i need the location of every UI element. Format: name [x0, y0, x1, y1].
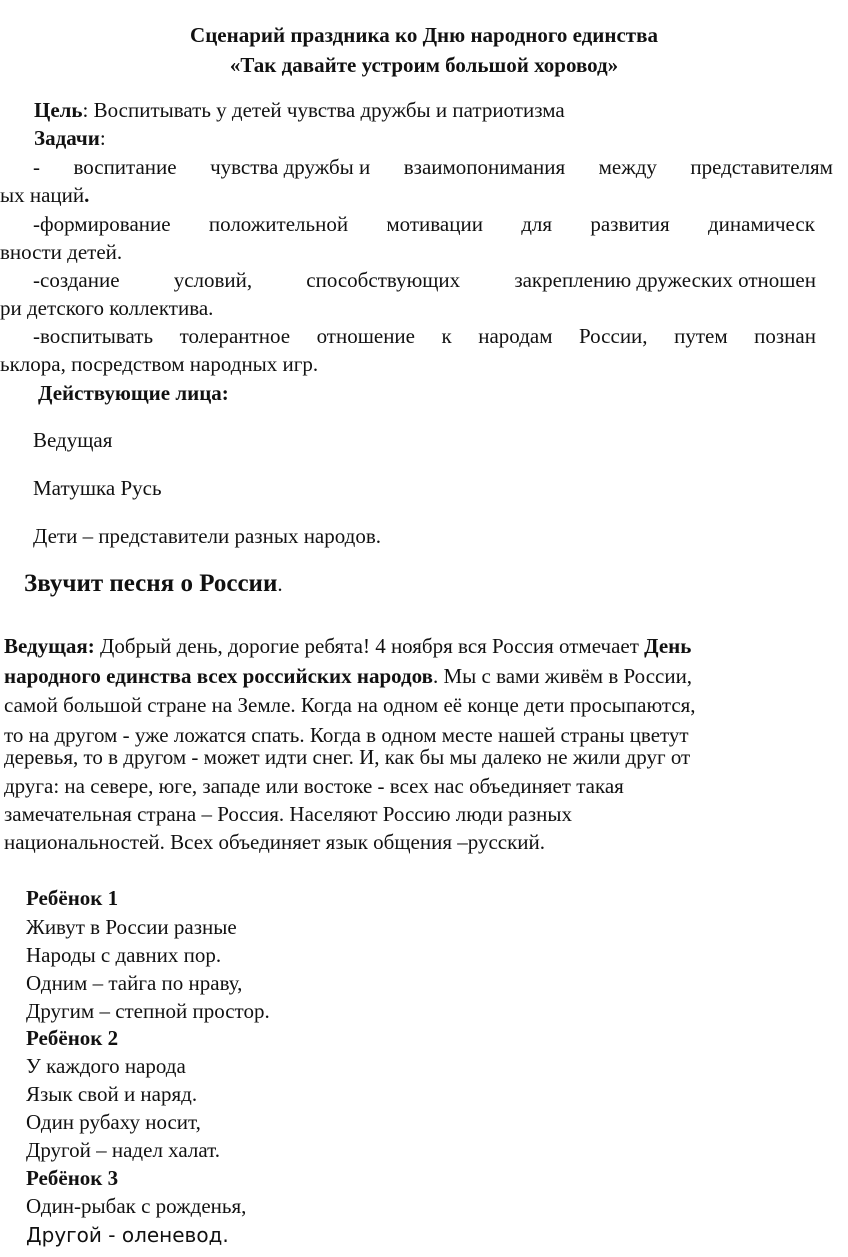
- task-4-line1: [33, 324, 816, 349]
- word: развития: [590, 212, 670, 236]
- poem-line: Одним – тайга по нраву,: [26, 971, 243, 995]
- child-label: Ребёнок 3: [26, 1166, 119, 1190]
- poem-line: Живут в России разные: [26, 915, 237, 939]
- character-item: Матушка Русь: [33, 476, 162, 500]
- page-subtitle: «Так давайте устроим большой хоровод»: [229, 53, 619, 77]
- word: для: [521, 212, 553, 236]
- poem-line: Другим – степной простор.: [26, 999, 270, 1023]
- child-label: Ребёнок 2: [26, 1026, 119, 1050]
- word: закреплению дружеских отношен: [514, 268, 816, 292]
- song-line: [24, 570, 283, 598]
- character-item: Дети – представители разных народов.: [33, 524, 381, 548]
- host-label: Ведущая:: [4, 634, 95, 658]
- host-line-1: [4, 634, 691, 659]
- tasks-sep: :: [99, 126, 106, 150]
- task-2-line2: вности детей.: [0, 240, 123, 264]
- task-4-line2: ьклора, посредством народных игр.: [0, 352, 319, 376]
- poem-line: Один-рыбак с рожденья,: [26, 1194, 247, 1218]
- host-text: . Мы с вами живём в России,: [432, 664, 693, 688]
- task-1-line2-end: .: [84, 183, 90, 207]
- host-line: то на другом - уже ложатся спать. Когда в одном месте нашей страны цветут: [4, 723, 689, 747]
- goal-text: Воспитывать у детей чувства дружбы и патриотизма: [93, 98, 565, 122]
- characters-heading: Действующие лица:: [38, 381, 229, 405]
- word: -воспитывать: [33, 324, 154, 348]
- word: взаимопонимания: [403, 155, 566, 179]
- poem-line-last: Другой - оленевод.: [26, 1223, 229, 1247]
- word: путем: [674, 324, 728, 348]
- word: между: [598, 155, 657, 179]
- word: толерантное: [179, 324, 291, 348]
- host-line: самой большой стране на Земле. Когда на одном её конце дети просыпаются,: [4, 693, 696, 717]
- host-bold: День: [644, 634, 692, 658]
- child-label: Ребёнок 1: [26, 886, 119, 910]
- word: -: [33, 155, 40, 179]
- host-line: замечательная страна – Россия. Населяют Россию люди разных: [4, 802, 573, 826]
- word: воспитание: [73, 155, 177, 179]
- word: мотивации: [386, 212, 483, 236]
- host-line-2: [4, 664, 692, 689]
- word: -формирование: [33, 212, 171, 236]
- goal-sep: :: [82, 98, 94, 122]
- song-text: Звучит песня о России: [24, 570, 278, 597]
- tasks-heading: [34, 126, 106, 151]
- word: отношение: [316, 324, 415, 348]
- poem-line: Один рубаху носит,: [26, 1110, 201, 1134]
- host-line: деревья, то в другом - может идти снег. И, как бы мы далеко не жили друг от: [4, 745, 691, 769]
- host-text: Добрый день, дорогие ребята! 4 ноября вся Россия отмечает: [94, 634, 645, 658]
- host-line: национальностей. Всех объединяет язык общения –русский.: [4, 830, 546, 854]
- word: -создание: [33, 268, 120, 292]
- poem-line: Народы с давних пор.: [26, 943, 222, 967]
- tasks-label: Задачи: [34, 126, 100, 150]
- task-3-line1: [33, 268, 816, 293]
- task-1-line1: [33, 155, 833, 180]
- goal-label: Цель: [34, 98, 83, 122]
- task-1-line2-text: ых наций: [0, 183, 85, 207]
- poem-line: У каждого народа: [26, 1054, 186, 1078]
- page-title: Сценарий праздника ко Дню народного единства: [190, 23, 658, 47]
- task-2-line1: [33, 212, 815, 237]
- character-item: Ведущая: [33, 428, 113, 452]
- word: представителям: [690, 155, 833, 179]
- word: народам: [478, 324, 553, 348]
- word: России,: [579, 324, 648, 348]
- word: познан: [754, 324, 816, 348]
- word: к: [441, 324, 452, 348]
- word: динамическ: [707, 212, 815, 236]
- host-bold: народного единства всех российских народов: [4, 664, 433, 688]
- poem-line: Другой – надел халат.: [26, 1138, 221, 1162]
- word: положительной: [208, 212, 349, 236]
- word: чувства дружбы и: [210, 155, 371, 179]
- task-1-line2: [0, 183, 89, 208]
- word: условий,: [173, 268, 253, 292]
- song-end: .: [277, 572, 283, 596]
- host-line: друга: на севере, юге, западе или востоке - всех нас объединяет такая: [4, 774, 624, 798]
- word: способствующих: [306, 268, 461, 292]
- goal-line: [34, 98, 565, 123]
- task-3-line2: ри детского коллектива.: [0, 296, 214, 320]
- poem-line: Язык свой и наряд.: [26, 1082, 198, 1106]
